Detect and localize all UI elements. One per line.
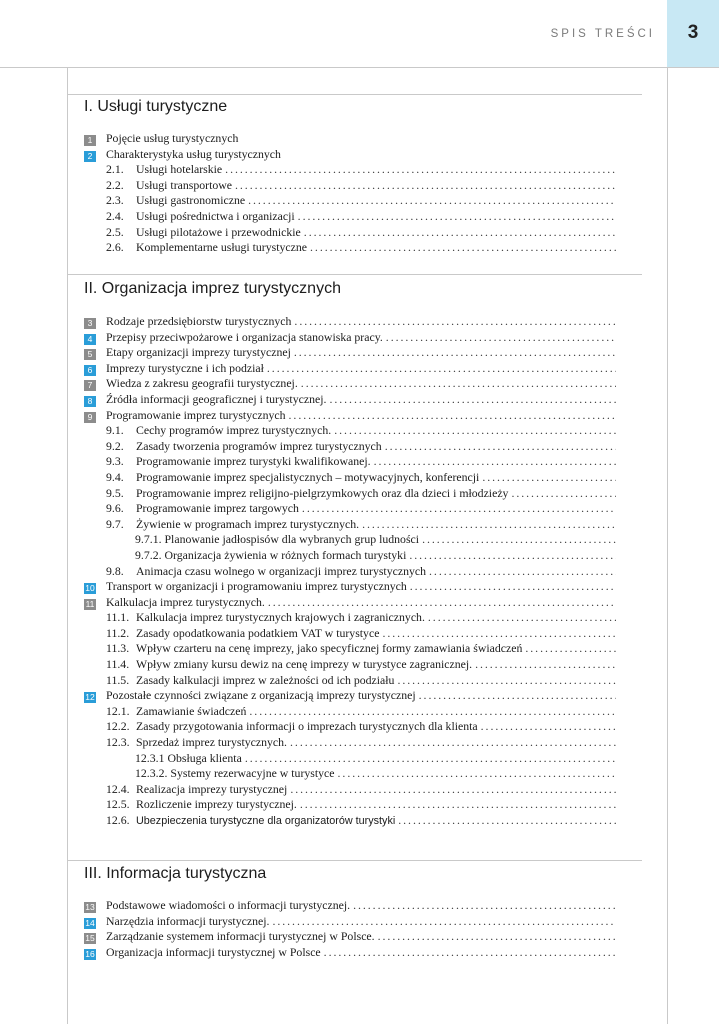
toc-entry (84, 131, 616, 147)
dot-leader (382, 626, 616, 642)
toc-entry (84, 626, 616, 642)
chapter-number-badge: 10 (85, 583, 95, 594)
dot-leader (329, 392, 616, 408)
chapter-number-badge: 11 (85, 598, 95, 609)
toc-entry (84, 193, 616, 209)
toc-entry (84, 517, 616, 533)
subsection-number: 9.6. (106, 501, 124, 516)
dot-leader (294, 314, 616, 330)
toc-entry-title: Zarządzanie systemem informacji turystycznej w Polsce. (106, 929, 375, 944)
toc-entry-title: Organizacja informacji turystycznej w Polsce (106, 944, 321, 959)
toc-entry (84, 929, 616, 945)
page-number: 3 (687, 22, 699, 43)
toc-entry-title: Ubezpieczenia turystyczne dla organizatorów turystyki (136, 815, 396, 827)
dot-leader (272, 914, 616, 930)
subsection-number: 2.4. (106, 208, 124, 223)
chapter-number-badge: 7 (84, 380, 96, 391)
toc-entry-title: Usługi hotelarskie (136, 162, 223, 177)
dot-leader (304, 225, 616, 241)
dot-leader (245, 751, 616, 767)
toc-entry-title: Wiedza z zakresu geografii turystycznej. (106, 376, 298, 391)
toc-entry-title: Usługi gastronomiczne (136, 193, 246, 208)
toc-entry-title: 9.7.2. Organizacja żywienia w różnych formach turystyki (135, 547, 407, 562)
subsection-number: 9.8. (106, 563, 124, 578)
dot-leader (298, 209, 616, 225)
toc-entry (84, 797, 616, 813)
toc-entry (84, 945, 616, 961)
subsection-number: 11.2. (106, 625, 130, 640)
dot-leader (428, 610, 616, 626)
subsection-number: 12.5. (106, 797, 130, 812)
dot-leader (289, 408, 616, 424)
toc-entry (84, 345, 616, 361)
dot-leader (294, 345, 616, 361)
toc-entry (84, 610, 616, 626)
toc-entry-title: Transport w organizacji i programowaniu imprez turystycznych (106, 579, 407, 594)
dot-leader (338, 766, 616, 782)
subsection-number: 9.1. (106, 423, 124, 438)
toc-entry-title: Komplementarne usługi turystyczne (136, 240, 308, 255)
toc-section-3 (84, 898, 616, 960)
dot-leader (310, 240, 616, 256)
toc-entry-title: Etapy organizacji imprezy turystycznej (106, 345, 291, 360)
toc-entry-title: Zasady kalkulacji imprez w zależności od ich podziału (136, 672, 395, 687)
toc-entry-title: Wpływ czarteru na cenę imprezy, jako specyficznej formy zamawiania świadczeń (136, 641, 523, 656)
dot-leader (475, 657, 616, 673)
subsection-number: 11.5. (106, 672, 130, 687)
toc-entry-title: 12.3.1 Obsługa klienta (135, 750, 242, 765)
dot-leader (385, 439, 616, 455)
toc-entry-title: Podstawowe wiadomości o informacji turystycznej. (106, 898, 351, 912)
dot-leader (525, 641, 616, 657)
dot-leader (267, 361, 616, 377)
dot-leader (334, 423, 616, 439)
toc-entry (84, 657, 616, 673)
toc-section-2 (84, 314, 616, 829)
toc-entry (84, 178, 616, 194)
chapter-number-badge: 9 (84, 412, 96, 423)
subsection-number: 9.5. (106, 485, 124, 500)
subsection-number: 12.3. (106, 735, 130, 750)
toc-entry-title: Narzędzia informacji turystycznej. (106, 913, 270, 928)
toc-entry (84, 532, 616, 548)
toc-entry (84, 361, 616, 377)
dot-leader (290, 782, 616, 798)
toc-entry (84, 719, 616, 735)
toc-entry (84, 376, 616, 392)
toc-entry-title: Kalkulacja imprez turystycznych krajowych i zagranicznych. (136, 610, 425, 625)
dot-leader (248, 193, 616, 209)
toc-entry-title: Usługi pośrednictwa i organizacji (136, 208, 295, 223)
toc-entry (84, 813, 616, 829)
toc-entry-title: Programowanie imprez turystycznych (106, 407, 286, 422)
chapter-number-badge: 16 (85, 948, 95, 959)
toc-entry (84, 423, 616, 439)
toc-entry (84, 470, 616, 486)
toc-entry (84, 454, 616, 470)
subsection-number: 2.6. (106, 240, 124, 255)
toc-entry-title: Programowanie imprez turystyki kwalifikowanej. (136, 454, 371, 469)
toc-entry-title: Zasady tworzenia programów imprez turystycznych (136, 438, 382, 453)
dot-leader (300, 797, 616, 813)
toc-entry-title: Cechy programów imprez turystycznych. (136, 423, 332, 438)
subsection-number: 2.3. (106, 193, 124, 208)
subsection-number: 9.3. (106, 454, 124, 469)
dot-leader (422, 532, 616, 548)
subsection-number: 2.1. (106, 162, 124, 177)
dot-leader (398, 813, 616, 829)
section-title-2: II. Organizacja imprez turystycznych (84, 280, 341, 297)
toc-entry (84, 501, 616, 517)
toc-entry (84, 162, 616, 178)
toc-entry (84, 225, 616, 241)
toc-entry-title: Animacja czasu wolnego w organizacji imprez turystycznych (136, 563, 427, 578)
dot-leader (378, 929, 616, 945)
toc-entry (84, 688, 616, 704)
right-margin-line (667, 68, 668, 1024)
subsection-number: 2.2. (106, 177, 124, 192)
toc-entry (84, 548, 616, 564)
dot-leader (235, 178, 616, 194)
chapter-number-badge: 2 (84, 151, 96, 162)
left-margin-line (67, 68, 68, 1024)
chapter-number-badge: 8 (84, 396, 96, 407)
section-rule (68, 94, 642, 95)
dot-leader (302, 501, 616, 517)
toc-entry-title: Żywienie w programach imprez turystycznych. (136, 516, 360, 531)
subsection-number: 12.4. (106, 781, 130, 796)
toc-entry-title: Zasady przygotowania informacji o imprezach turystycznych dla klienta (136, 719, 478, 734)
toc-entry (84, 704, 616, 720)
toc-entry-title: 9.7.1. Planowanie jadłospisów dla wybranych grup ludności (135, 532, 420, 547)
toc-entry (84, 486, 616, 502)
toc-entry (84, 314, 616, 330)
section-rule (68, 860, 642, 861)
toc-entry (84, 330, 616, 346)
dot-leader (419, 688, 616, 704)
subsection-number: 12.6. (106, 813, 130, 827)
dot-leader (268, 595, 616, 611)
chapter-number-badge: 3 (84, 318, 96, 329)
subsection-number: 11.3. (106, 641, 130, 656)
dot-leader (374, 454, 616, 470)
toc-section-1 (84, 131, 616, 256)
toc-entry-title: Programowanie imprez religijno-pielgrzymkowych oraz dla dzieci i młodzieży (136, 485, 509, 500)
section-rule (68, 274, 642, 275)
toc-entry-title: Programowanie imprez targowych (136, 501, 299, 516)
toc-entry (84, 735, 616, 751)
toc-entry (84, 408, 616, 424)
toc-entry-title: Pozostałe czynności związane z organizacją imprezy turystycznej (106, 688, 416, 703)
toc-entry (84, 564, 616, 580)
toc-entry (84, 898, 616, 914)
chapter-number-badge: 15 (85, 933, 95, 944)
toc-entry (84, 751, 616, 767)
toc-entry (84, 240, 616, 256)
toc-entry (84, 782, 616, 798)
toc-entry-title: Zamawianie świadczeń (136, 703, 247, 718)
dot-leader (249, 704, 616, 720)
toc-entry (84, 579, 616, 595)
toc-entry-title: Usługi transportowe (136, 177, 232, 192)
running-header: SPIS TREŚCI (550, 28, 655, 40)
dot-leader (225, 162, 616, 178)
toc-entry (84, 439, 616, 455)
chapter-number-badge: 1 (84, 135, 96, 146)
dot-leader (324, 945, 616, 961)
dot-leader (397, 673, 616, 689)
subsection-number: 9.7. (106, 516, 124, 531)
toc-entry (84, 147, 616, 163)
dot-leader (353, 898, 616, 914)
dot-leader (409, 548, 616, 564)
toc-entry-title: Rozliczenie imprezy turystycznej. (136, 797, 297, 812)
subsection-number: 11.1. (106, 610, 130, 625)
chapter-number-badge: 4 (84, 334, 96, 345)
toc-entry-title: Charakterystyka usług turystycznych (106, 146, 281, 161)
toc-entry-title: Rodzaje przedsiębiorstw turystycznych (106, 314, 292, 328)
dot-leader (482, 470, 616, 486)
toc-entry-title: Zasady opodatkowania podatkiem VAT w turystyce (136, 625, 380, 640)
chapter-number-badge: 5 (84, 349, 96, 360)
toc-entry (84, 595, 616, 611)
dot-leader (362, 517, 616, 533)
dot-leader (410, 579, 616, 595)
toc-entry-title: Źródła informacji geograficznej i turystycznej. (106, 391, 327, 406)
chapter-number-badge: 12 (85, 692, 95, 703)
section-title-3: III. Informacja turystyczna (84, 865, 267, 882)
dot-leader (429, 564, 616, 580)
toc-entry-title: Realizacja imprezy turystycznej (136, 781, 288, 796)
chapter-number-badge: 14 (85, 917, 95, 928)
toc-entry (84, 641, 616, 657)
toc-entry (84, 209, 616, 225)
chapter-number-badge: 13 (85, 902, 95, 912)
subsection-number: 11.4. (106, 657, 130, 672)
dot-leader (481, 719, 616, 735)
dot-leader (511, 486, 616, 502)
subsection-number: 9.4. (106, 469, 124, 484)
dot-leader (290, 735, 616, 751)
toc-entry (84, 673, 616, 689)
subsection-number: 12.2. (106, 719, 130, 734)
toc-entry-title: Przepisy przeciwpożarowe i organizacja stanowiska pracy. (106, 329, 383, 344)
dot-leader (386, 330, 616, 346)
toc-entry (84, 914, 616, 930)
toc-entry-title: Usługi pilotażowe i przewodnickie (136, 224, 301, 239)
subsection-number: 12.1. (106, 703, 130, 718)
toc-entry-title: 12.3.2. Systemy rezerwacyjne w turystyce (135, 766, 335, 781)
chapter-number-badge: 6 (84, 365, 96, 376)
section-title-1: I. Usługi turystyczne (84, 98, 228, 115)
toc-entry-title: Programowanie imprez specjalistycznych – motywacyjnych, konferencji (136, 469, 480, 484)
subsection-number: 9.2. (106, 438, 124, 453)
toc-entry-title: Kalkulacja imprez turystycznych. (106, 594, 265, 609)
toc-entry-title: Wpływ zmiany kursu dewiz na cenę imprezy w turystyce zagranicznej. (136, 657, 473, 672)
toc-entry (84, 766, 616, 782)
dot-leader (301, 376, 616, 392)
toc-entry-title: Imprezy turystyczne i ich podział (106, 360, 264, 375)
toc-entry (84, 392, 616, 408)
subsection-number: 2.5. (106, 224, 124, 239)
toc-entry-title: Sprzedaż imprez turystycznych. (136, 735, 288, 750)
toc-entry-title: Pojęcie usług turystycznych (106, 131, 239, 145)
header-rule (0, 67, 719, 68)
